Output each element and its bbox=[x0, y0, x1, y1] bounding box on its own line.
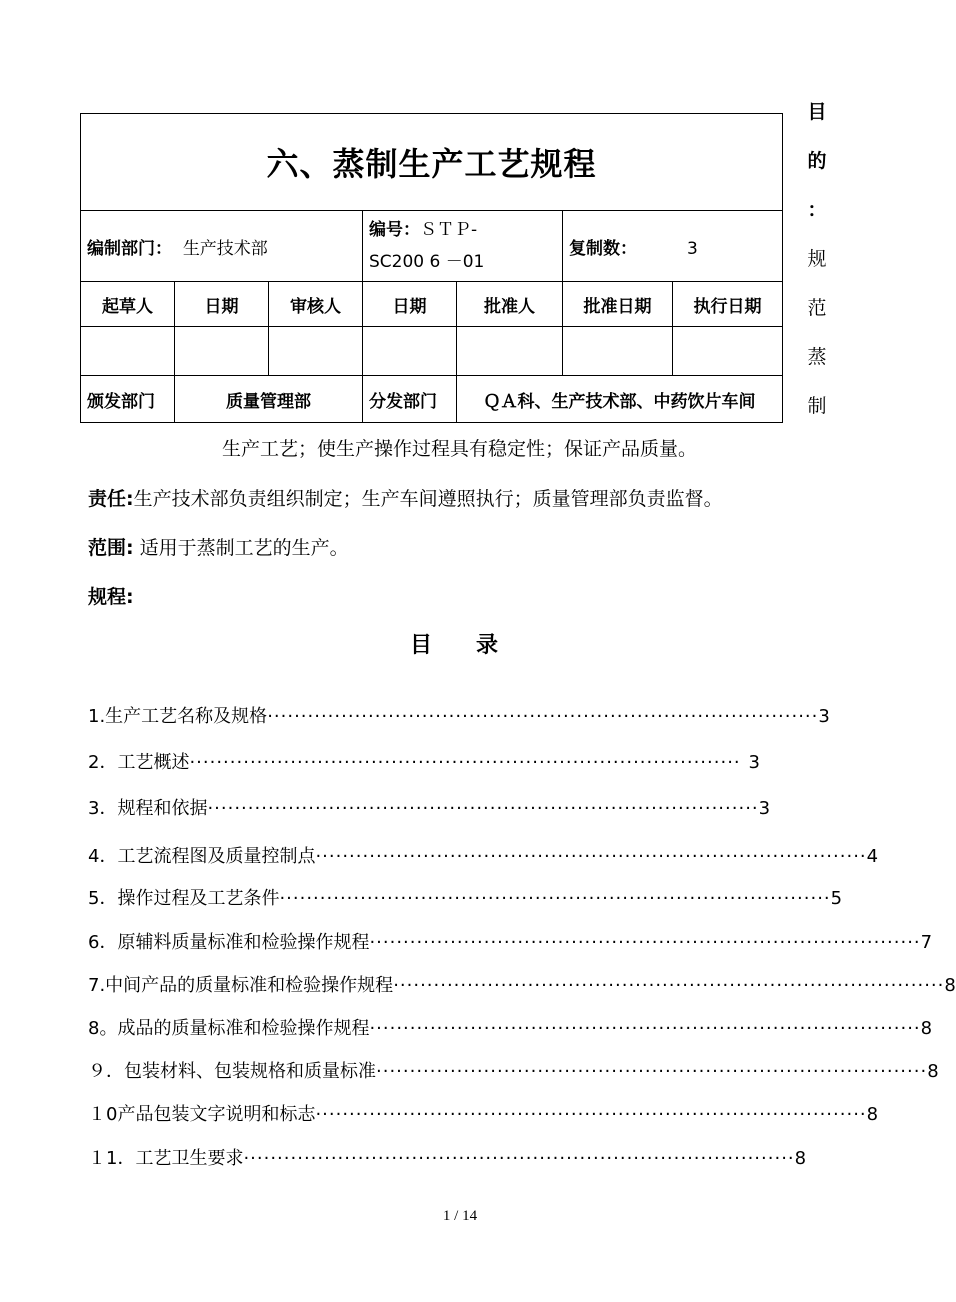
procedure-label: 规程: bbox=[88, 586, 134, 608]
role-approval-date: 批准日期 bbox=[563, 282, 673, 327]
dept-label: 编制部门： bbox=[87, 238, 172, 259]
toc-leader: ·················································································· bbox=[315, 846, 867, 867]
dept-cell bbox=[81, 211, 363, 282]
distribute-label: 分发部门 bbox=[363, 376, 457, 423]
blank-cell bbox=[81, 327, 175, 376]
purpose-value-char: 规 bbox=[807, 248, 827, 270]
blank-cell bbox=[457, 327, 563, 376]
toc-title: 目录 bbox=[410, 633, 543, 658]
role-date-2: 日期 bbox=[363, 282, 457, 327]
scope-text: 适用于蒸制工艺的生产。 bbox=[139, 537, 349, 559]
toc-entry-page: 4 bbox=[866, 846, 879, 867]
toc-entry bbox=[88, 1144, 807, 1170]
toc-entry-label: １1．工艺卫生要求 bbox=[88, 1148, 244, 1169]
toc-entry-page: 8 bbox=[794, 1148, 807, 1169]
toc-entry-label: 7.中间产品的质量标准和检验操作规程 bbox=[88, 975, 394, 996]
purpose-value-char: 蒸 bbox=[807, 346, 827, 368]
dept-value: 生产技术部 bbox=[182, 238, 268, 259]
toc-entry bbox=[88, 1057, 939, 1083]
role-drafter: 起草人 bbox=[81, 282, 175, 327]
role-date-1: 日期 bbox=[175, 282, 269, 327]
toc-entry-label: 4．工艺流程图及质量控制点 bbox=[88, 846, 316, 867]
toc-leader: ·················································································· bbox=[267, 706, 819, 727]
responsibility-label: 责任: bbox=[88, 488, 134, 510]
purpose-value-char: 范 bbox=[807, 297, 827, 319]
toc-entry bbox=[88, 971, 956, 997]
purpose-value-char: 制 bbox=[807, 395, 827, 417]
distribute-value: ＱＡ科、生产技术部、中药饮片车间 bbox=[457, 376, 783, 423]
toc-entry-page: 8 bbox=[927, 1061, 939, 1082]
toc-leader: ·················································································· bbox=[243, 1148, 795, 1169]
purpose-vertical-text bbox=[804, 88, 830, 431]
header-table bbox=[80, 113, 783, 423]
toc-leader: ·················································································· bbox=[393, 975, 945, 996]
toc-entry bbox=[88, 1014, 933, 1040]
toc-entry bbox=[88, 794, 771, 820]
role-reviewer: 审核人 bbox=[269, 282, 363, 327]
toc-entry bbox=[88, 884, 843, 910]
toc-leader: ·················································································· bbox=[315, 1104, 867, 1125]
issue-dept-value: 质量管理部 bbox=[175, 376, 363, 423]
purpose-label-char: 目 bbox=[807, 101, 827, 123]
blank-cell bbox=[673, 327, 783, 376]
code-value-line2: SC200 6 －01 bbox=[369, 252, 485, 272]
toc-leader: ·················································································· bbox=[369, 1018, 921, 1039]
responsibility-text: 生产技术部负责组织制定；生产车间遵照执行；质量管理部负责监督。 bbox=[133, 488, 723, 510]
issue-dept-label: 颁发部门 bbox=[81, 376, 175, 423]
copies-value: 3 bbox=[687, 238, 698, 259]
responsibility-line bbox=[88, 484, 723, 511]
role-effective-date: 执行日期 bbox=[673, 282, 783, 327]
toc-entry bbox=[88, 842, 879, 868]
toc-leader: ·················································································· bbox=[369, 932, 921, 953]
blank-cell bbox=[269, 327, 363, 376]
blank-cell bbox=[175, 327, 269, 376]
blank-cell bbox=[363, 327, 457, 376]
document-title: 六、蒸制生产工艺规程 bbox=[81, 114, 783, 211]
toc-entry-label: 8。成品的质量标准和检验操作规程 bbox=[88, 1018, 370, 1039]
toc-entry-page: 5 bbox=[830, 888, 843, 909]
toc-entry bbox=[88, 748, 760, 774]
toc-entry-label: 2．工艺概述 bbox=[88, 752, 190, 773]
code-value-line1: ＳＴＰ- bbox=[420, 220, 478, 240]
code-label: 编号： bbox=[369, 220, 420, 240]
toc-entry-label: １0产品包装文字说明和标志 bbox=[88, 1104, 316, 1125]
toc-entry-page: 8 bbox=[920, 1018, 933, 1039]
blank-cell bbox=[563, 327, 673, 376]
page-indicator: 1 / 14 bbox=[442, 1208, 478, 1224]
toc-entry-label: 5．操作过程及工艺条件 bbox=[88, 888, 280, 909]
toc-entry bbox=[88, 702, 830, 728]
toc-entry-page: 7 bbox=[920, 932, 933, 953]
toc-leader: ·················································································· bbox=[376, 1061, 928, 1082]
role-approver: 批准人 bbox=[457, 282, 563, 327]
toc-entry-label: ９．包装材料、包装规格和质量标准 bbox=[88, 1061, 376, 1082]
purpose-label-char: 的 bbox=[807, 150, 827, 172]
toc-leader: ·················································································· bbox=[207, 798, 759, 819]
copies-label: 复制数： bbox=[569, 238, 637, 259]
toc-entry-label: 6．原辅料质量标准和检验操作规程 bbox=[88, 932, 370, 953]
purpose-continued: 生产工艺；使生产操作过程具有稳定性；保证产品质量。 bbox=[222, 438, 698, 460]
code-cell bbox=[363, 211, 563, 282]
toc-entry-page: 3 bbox=[748, 752, 760, 773]
toc-entry-page: 3 bbox=[818, 706, 830, 727]
toc-entry-label: 1.生产工艺名称及规格 bbox=[88, 706, 268, 727]
toc-entry-label: 3．规程和依据 bbox=[88, 798, 208, 819]
purpose-label-char: ： bbox=[807, 199, 827, 221]
toc-entry bbox=[88, 1100, 879, 1126]
toc-entry bbox=[88, 928, 933, 954]
copies-cell bbox=[563, 211, 783, 282]
toc-leader: ·················································································· bbox=[279, 888, 831, 909]
toc-leader: ·················································································· bbox=[189, 752, 741, 773]
toc-entry-page: 8 bbox=[866, 1104, 879, 1125]
scope-line bbox=[88, 533, 349, 560]
toc-entry-page: 3 bbox=[758, 798, 771, 819]
scope-label: 范围: bbox=[88, 537, 134, 559]
toc-entry-page: 8 bbox=[944, 975, 956, 996]
